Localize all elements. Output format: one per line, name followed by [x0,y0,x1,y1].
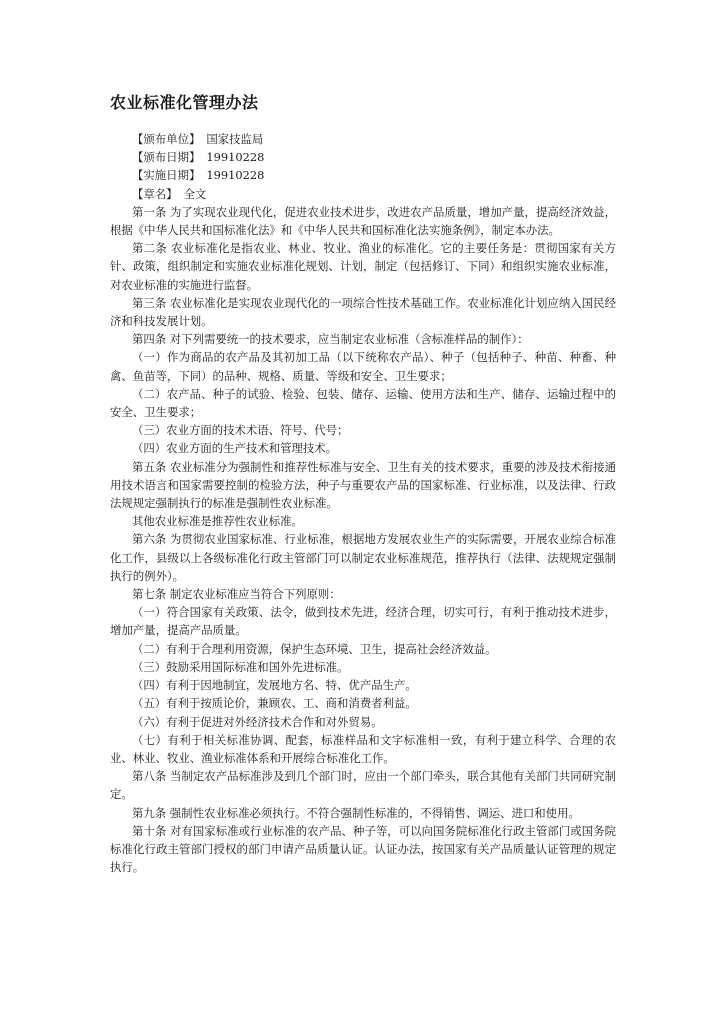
meta-value: 全文 [183,186,207,201]
article-7-item-6: （六）有利于促进对外经济技术合作和对外贸易。 [132,714,383,729]
meta-issuing-unit [110,130,616,148]
article-4-item-4: （四）农业方面的生产技术和管理技术。 [132,441,338,456]
document-page [110,92,616,876]
article-7-item-3: （三）鼓励采用国际标准和国外先进标准。 [132,659,349,674]
article-9: 第九条 强制性农业标准必须执行。不符合强制性标准的，不得销售、调运、进口和使用。 [132,805,580,820]
meta-value: 19910228 [206,150,265,165]
article-7-item-2: （二）有利于合理利用资源，保护生态环境、卫生，提高社会经济效益。 [132,641,497,656]
meta-label: 【颁布日期】 [132,150,201,165]
article-4-item-1: （一）作为商品的农产品及其初加工品（以下统称农产品）、种子（包括种子、种苗、种畜、种禽、鱼苗等，下同）的品种、规格、质量、等级和安全、卫生要求； [110,350,616,383]
meta-value: 国家技监局 [206,132,264,146]
article-3: 第三条 农业标准化是实现农业现代化的一项综合性技术基础工作。农业标准化计划应纳入国民经济和科技发展计划。 [110,295,616,329]
meta-label: 【章名】 [132,186,178,201]
article-5: 第五条 农业标准分为强制性和推荐性标准与安全、卫生有关的技术要求，重要的涉及技术衔接通用技术语言和国家需要控制的检验方法，种子与重要农产品的国家标准、行业标准，以及法律、行政法规规定强制执行的标准是强制性农业标准。 [110,459,616,511]
meta-effective-date [110,166,616,184]
article-7-item-7: （七）有利于相关标准协调、配套，标准样品和文字标准相一致，有利于建立科学、合理的农业、林业、牧业、渔业标准体系和开展综合标准化工作。 [110,732,616,765]
article-8: 第八条 当制定农产品标准涉及到几个部门时，应由一个部门牵头，联合其他有关部门共同研究制定。 [110,769,616,802]
article-4-item-2: （二）农产品、种子的试验、检验、包装、储存、运输、使用方法和生产、储存、运输过程中的安全、卫生要求； [110,386,616,420]
article-10: 第十条 对有国家标准或行业标准的农产品、种子等，可以向国务院标准化行政主管部门或国务院标准化行政主管部门授权的部门申请产品质量认证。认证办法，按国家有关产品质量认证管理的规定执行。 [110,823,616,875]
article-4-item-3: （三）农业方面的技术术语、符号、代号； [132,423,349,438]
meta-issue-date [110,148,616,166]
article-7-item-1: （一）符合国家有关政策、法令，做到技术先进，经济合理，切实可行，有利于推动技术进步，增加产量，提高产品质量。 [110,605,616,638]
meta-chapter [110,185,616,203]
document-title: 农业标准化管理办法 [110,93,259,112]
article-6: 第六条 为贯彻农业国家标准、行业标准，根据地方发展农业生产的实际需要，开展农业综合标准化工作，县级以上各级标准化行政主管部门可以制定农业标准规范，推荐执行（法律、法规规定强制执行的例外）。 [110,532,616,583]
article-4: 第四条 对下列需要统一的技术要求，应当制定农业标准（含标准样品的制作）： [132,332,529,347]
article-7-item-4: （四）有利于因地制宜，发展地方名、特、优产品生产。 [132,678,417,693]
article-7: 第七条 制定农业标准应当符合下列原则： [132,587,341,602]
article-1: 第一条 为了实现农业现代化，促进农业技术进步，改进农产品质量，增加产量，提高经济效益，根据《中华人民共和国标准化法》和《中华人民共和国标准化法实施条例》，制定本办法。 [110,204,616,238]
article-7-item-5: （五）有利于按质论价，兼顾农、工、商和消费者利益。 [132,696,417,711]
article-2: 第二条 农业标准化是指农业、林业、牧业、渔业的标准化。它的主要任务是：贯彻国家有关方针、政策，组织制定和实施农业标准化规划、计划，制定（包括修订、下同）和组织实施农业标准，对农业标准的实施进行监督。 [110,241,616,292]
article-5-note: 其他农业标准是推荐性农业标准。 [132,514,303,529]
meta-label: 【颁布单位】 [132,132,201,146]
meta-label: 【实施日期】 [132,168,201,183]
meta-value: 19910228 [206,168,265,183]
